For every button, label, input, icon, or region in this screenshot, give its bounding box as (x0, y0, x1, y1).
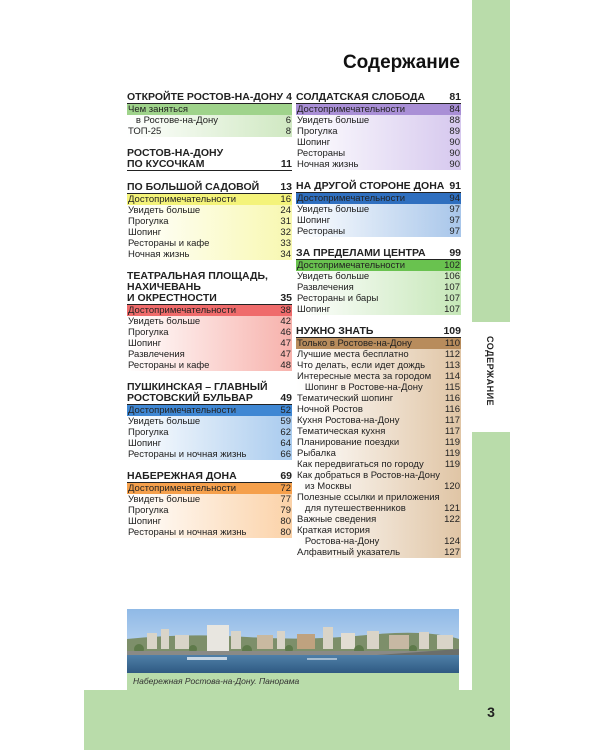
toc-entry-title: Увидеть больше (128, 416, 201, 427)
toc-entry[interactable] (296, 115, 461, 126)
toc-entry[interactable] (127, 449, 292, 460)
toc-entry[interactable] (296, 271, 461, 282)
toc-section-title: НУЖНО ЗНАТЬ (296, 325, 374, 337)
toc-entry-title: Достопримечательности (128, 305, 237, 316)
toc-entry[interactable] (127, 104, 292, 115)
toc-entry-page: 46 (280, 327, 291, 338)
toc-section-heading[interactable] (127, 471, 292, 483)
toc-entry-title: Только в Ростове-на-Дону (297, 338, 412, 349)
toc-entry-title: Рыбалка (297, 448, 336, 459)
toc-section-title: ПО БОЛЬШОЙ САДОВОЙ (127, 181, 260, 193)
toc-entry-title: Достопримечательности (128, 483, 237, 494)
toc-entry[interactable] (127, 494, 292, 505)
toc-entry-title: Прогулка (128, 427, 169, 438)
toc-entry-page: 110 (444, 338, 460, 349)
toc-section-heading[interactable] (127, 148, 292, 171)
toc-section-title: ТЕАТРАЛЬНАЯ ПЛОЩАДЬ, НАХИЧЕВАНЬ И ОКРЕСТНОСТИ (127, 270, 268, 304)
toc-entry-page: 116 (444, 404, 460, 415)
toc-entry[interactable] (127, 115, 292, 126)
toc-entry[interactable] (127, 327, 292, 338)
toc-entry-page: 90 (449, 137, 460, 148)
toc-section-page: 49 (280, 392, 292, 404)
toc-entry-page: 88 (449, 115, 460, 126)
toc-entry-page: 119 (444, 459, 460, 470)
photo-caption: Набережная Ростова-на-Дону. Панорама (127, 673, 459, 690)
toc-section (127, 182, 292, 260)
toc-entry-page: 90 (449, 159, 460, 170)
toc-entry-page (460, 470, 461, 481)
toc-entry-title: Увидеть больше (297, 204, 370, 215)
toc-entry[interactable] (296, 448, 461, 459)
toc-entry-title: Что делать, если идет дождь (297, 360, 426, 371)
toc-entry[interactable] (127, 205, 292, 216)
toc-entry-page: 122 (444, 514, 460, 525)
toc-entry[interactable] (296, 215, 461, 226)
toc-entry[interactable] (296, 159, 461, 170)
toc-entry-page: 62 (280, 427, 291, 438)
toc-entry-page: 117 (444, 415, 460, 426)
toc-section-title: НАБЕРЕЖНАЯ ДОНА (127, 470, 237, 482)
toc-entry-title: Достопримечательности (297, 193, 406, 204)
toc-entry-title: Развлечения (297, 282, 354, 293)
toc-entry[interactable] (296, 481, 461, 492)
toc-section-page: 11 (280, 158, 292, 170)
toc-entry-title: Шопинг (297, 215, 331, 226)
toc-entry-title: Шопинг (128, 227, 162, 238)
toc-entry-title: Развлечения (128, 349, 185, 360)
toc-entry-page: 59 (280, 416, 291, 427)
toc-entry[interactable] (296, 349, 461, 360)
toc-entry-title: Достопримечательности (297, 260, 406, 271)
toc-section-page: 109 (443, 325, 461, 337)
toc-entry[interactable] (127, 338, 292, 349)
toc-entry-title: Интересные места за городом (297, 371, 432, 382)
toc-entry-page: 33 (280, 238, 291, 249)
toc-entry[interactable] (127, 438, 292, 449)
toc-entry-page: 80 (280, 516, 291, 527)
toc-entry[interactable] (296, 293, 461, 304)
toc-entry[interactable] (296, 126, 461, 137)
toc-entry-title: Краткая история (297, 525, 370, 536)
toc-entry[interactable] (296, 338, 461, 349)
toc-right-column (296, 92, 461, 569)
toc-entry[interactable] (127, 216, 292, 227)
toc-entry[interactable] (296, 137, 461, 148)
toc-section-heading[interactable] (296, 181, 461, 193)
toc-entry-title: Увидеть больше (128, 316, 201, 327)
toc-entry-page (460, 525, 461, 536)
toc-entry-title: Прогулка (128, 216, 169, 227)
toc-entry[interactable] (296, 304, 461, 315)
toc-entry[interactable] (127, 305, 292, 316)
toc-entry-page: 31 (280, 216, 291, 227)
toc-entry-page: 32 (280, 227, 291, 238)
toc-entry-title: Шопинг (128, 338, 162, 349)
toc-entry[interactable] (127, 316, 292, 327)
toc-entry-page: 48 (280, 360, 291, 371)
toc-entry-page: 90 (449, 148, 460, 159)
toc-entry[interactable] (296, 503, 461, 514)
toc-entry-page: 114 (444, 371, 460, 382)
toc-entry[interactable] (296, 148, 461, 159)
toc-entry-title: Рестораны (297, 226, 346, 237)
toc-entry-page: 119 (444, 437, 460, 448)
toc-section (127, 148, 292, 171)
toc-entry-page (460, 492, 461, 503)
toc-entry-title: Тематический шопинг (297, 393, 394, 404)
toc-section (296, 326, 461, 558)
page-number: 3 (487, 704, 495, 720)
toc-entry-page: 113 (444, 360, 460, 371)
toc-entry-page: 47 (280, 349, 291, 360)
panorama-illustration (127, 609, 459, 673)
toc-entry[interactable] (296, 393, 461, 404)
toc-entry-page: 116 (444, 393, 460, 404)
toc-entry-title: Шопинг (297, 137, 331, 148)
toc-entry[interactable] (127, 527, 292, 538)
toc-entry[interactable] (296, 547, 461, 558)
toc-left-column (127, 92, 292, 549)
toc-entry[interactable] (296, 260, 461, 271)
toc-entry-title: Увидеть больше (128, 205, 201, 216)
toc-entry-page: 119 (444, 448, 460, 459)
toc-entry[interactable] (296, 382, 461, 393)
toc-entry-page: 124 (444, 536, 460, 547)
toc-entry-page: 72 (280, 483, 291, 494)
toc-entry-page: 97 (449, 226, 460, 237)
toc-entry[interactable] (296, 404, 461, 415)
toc-entry-page: 8 (285, 126, 291, 137)
toc-entry-page: 52 (280, 405, 291, 416)
toc-entry[interactable] (127, 249, 292, 260)
toc-entry-page: 42 (280, 316, 291, 327)
toc-entry-page: 127 (444, 547, 460, 558)
toc-entry-title: Чем заняться (128, 104, 189, 115)
toc-entry-page: 112 (444, 349, 460, 360)
side-green-strip (472, 0, 510, 750)
toc-entry-title: Как добраться в Ростов-на-Дону (297, 470, 440, 481)
toc-section (127, 471, 292, 538)
toc-entry-title: Прогулка (128, 505, 169, 516)
toc-entry[interactable] (127, 126, 292, 137)
toc-entry[interactable] (127, 238, 292, 249)
toc-entry-title: Прогулка (297, 126, 338, 137)
toc-entry-page: 16 (280, 194, 291, 205)
toc-entry-page: 120 (444, 481, 460, 492)
toc-entry-title: Шопинг (128, 516, 162, 527)
toc-section-page: 4 (286, 91, 292, 103)
toc-entry-title: Рестораны и ночная жизнь (128, 449, 247, 460)
toc-entry-page: 117 (444, 426, 460, 437)
toc-entry-title: Кухня Ростова-на-Дону (297, 415, 400, 426)
toc-entry-page: 94 (449, 193, 460, 204)
toc-entry[interactable] (127, 194, 292, 205)
toc-entry[interactable] (127, 405, 292, 416)
toc-entry-title: в Ростове-на-Дону (128, 115, 218, 126)
toc-entry-page: 89 (449, 126, 460, 137)
toc-entry[interactable] (127, 416, 292, 427)
toc-entry-page: 115 (444, 382, 460, 393)
toc-entry-title: Увидеть больше (297, 271, 370, 282)
toc-entry-page: 34 (280, 249, 291, 260)
toc-entry[interactable] (296, 470, 461, 481)
toc-entry-title: Рестораны и ночная жизнь (128, 527, 247, 538)
toc-section-title: ПУШКИНСКАЯ – ГЛАВНЫЙ РОСТОВСКИЙ БУЛЬВАР (127, 381, 268, 404)
toc-entry-title: Тематическая кухня (297, 426, 386, 437)
toc-entry-title: Алфавитный указатель (297, 547, 401, 558)
toc-entry-title: ТОП-25 (128, 126, 162, 137)
toc-section (127, 271, 292, 371)
page-title: Содержание (342, 52, 460, 73)
toc-entry-page: 84 (449, 104, 460, 115)
toc-section-page: 69 (280, 470, 292, 482)
toc-entry-title: Ночной Ростов (297, 404, 363, 415)
toc-entry-title: Планирование поездки (297, 437, 400, 448)
toc-entry[interactable] (127, 516, 292, 527)
toc-entry[interactable] (296, 492, 461, 503)
toc-entry-page: 107 (444, 304, 460, 315)
toc-entry-title: Шопинг (128, 438, 162, 449)
toc-entry-page: 97 (449, 204, 460, 215)
toc-entry[interactable] (296, 514, 461, 525)
toc-section (296, 248, 461, 315)
toc-entry[interactable] (296, 459, 461, 470)
toc-entry[interactable] (296, 536, 461, 547)
toc-section-page: 91 (449, 180, 461, 192)
toc-entry-page: 38 (280, 305, 291, 316)
toc-entry[interactable] (296, 226, 461, 237)
toc-section-heading[interactable] (296, 248, 461, 260)
toc-entry-title: Достопримечательности (128, 405, 237, 416)
toc-entry[interactable] (296, 371, 461, 382)
toc-entry-page: 80 (280, 527, 291, 538)
toc-entry-page: 66 (280, 449, 291, 460)
toc-entry-page: 107 (444, 293, 460, 304)
toc-section-title: НА ДРУГОЙ СТОРОНЕ ДОНА (296, 180, 445, 192)
toc-entry[interactable] (296, 104, 461, 115)
toc-entry-title: Рестораны (297, 148, 346, 159)
toc-section-title: ЗА ПРЕДЕЛАМИ ЦЕНТРА (296, 247, 426, 259)
page-number-box (472, 690, 510, 750)
toc-entry-title: Рестораны и кафе (128, 360, 210, 371)
toc-entry-title: Шопинг (297, 304, 331, 315)
toc-entry[interactable] (296, 437, 461, 448)
toc-section-heading[interactable] (127, 382, 292, 405)
toc-entry-page: 64 (280, 438, 291, 449)
toc-entry[interactable] (296, 282, 461, 293)
toc-entry-page (291, 104, 292, 115)
toc-entry-title: из Москвы (297, 481, 352, 492)
toc-entry[interactable] (296, 525, 461, 536)
toc-entry-page: 102 (444, 260, 460, 271)
toc-section-title: РОСТОВ-НА-ДОНУ ПО КУСОЧКАМ (127, 147, 224, 170)
toc-entry-title: Рестораны и бары (297, 293, 379, 304)
toc-entry[interactable] (296, 426, 461, 437)
toc-entry-title: Как передвигаться по городу (297, 459, 424, 470)
toc-section (296, 181, 461, 237)
toc-section-page: 99 (449, 247, 461, 259)
toc-entry-title: Достопримечательности (128, 194, 237, 205)
toc-entry-page: 107 (444, 282, 460, 293)
toc-entry-title: Увидеть больше (128, 494, 201, 505)
toc-section-page: 81 (449, 91, 461, 103)
toc-entry-title: Прогулка (128, 327, 169, 338)
toc-entry-title: Лучшие места бесплатно (297, 349, 409, 360)
toc-entry[interactable] (296, 204, 461, 215)
toc-entry[interactable] (296, 193, 461, 204)
toc-entry-title: Важные сведения (297, 514, 377, 525)
toc-entry-page: 121 (444, 503, 460, 514)
toc-entry-title: Ночная жизнь (128, 249, 190, 260)
toc-entry[interactable] (127, 227, 292, 238)
toc-section-heading[interactable] (127, 92, 292, 104)
toc-section-title: ОТКРОЙТЕ РОСТОВ-НА-ДОНУ (127, 91, 284, 103)
toc-entry-page: 79 (280, 505, 291, 516)
toc-entry[interactable] (296, 360, 461, 371)
section-tab (472, 322, 510, 432)
toc-entry[interactable] (296, 415, 461, 426)
toc-entry-title: для путешественников (297, 503, 406, 514)
toc-entry-title: Увидеть больше (297, 115, 370, 126)
toc-section (127, 382, 292, 460)
toc-entry-title: Рестораны и кафе (128, 238, 210, 249)
toc-entry[interactable] (127, 360, 292, 371)
bottom-green-band (84, 690, 472, 750)
side-section-label: СОДЕРЖАНИЕ (485, 336, 495, 407)
toc-entry-title: Ночная жизнь (297, 159, 359, 170)
toc-section-heading[interactable] (296, 92, 461, 104)
toc-entry-title: Достопримечательности (297, 104, 406, 115)
toc-entry-page: 77 (280, 494, 291, 505)
toc-entry[interactable] (127, 483, 292, 494)
toc-entry-page: 24 (280, 205, 291, 216)
toc-section-heading[interactable] (127, 271, 292, 305)
toc-section (296, 92, 461, 170)
toc-entry[interactable] (127, 427, 292, 438)
toc-entry-title: Шопинг в Ростове-на-Дону (297, 382, 423, 393)
toc-entry[interactable] (127, 349, 292, 360)
toc-entry-page: 97 (449, 215, 460, 226)
panorama-photo (127, 609, 459, 673)
toc-entry-page: 106 (444, 271, 460, 282)
toc-entry[interactable] (127, 505, 292, 516)
toc-entry-page: 6 (285, 115, 291, 126)
toc-section-page: 13 (280, 181, 292, 193)
toc-section-page: 35 (280, 292, 292, 304)
toc-section (127, 92, 292, 137)
toc-section-heading[interactable] (296, 326, 461, 338)
toc-section-title: СОЛДАТСКАЯ СЛОБОДА (296, 91, 426, 103)
toc-entry-title: Полезные ссылки и приложения (297, 492, 440, 503)
toc-section-heading[interactable] (127, 182, 292, 194)
toc-entry-title: Ростова-на-Дону (297, 536, 380, 547)
toc-entry-page: 47 (280, 338, 291, 349)
